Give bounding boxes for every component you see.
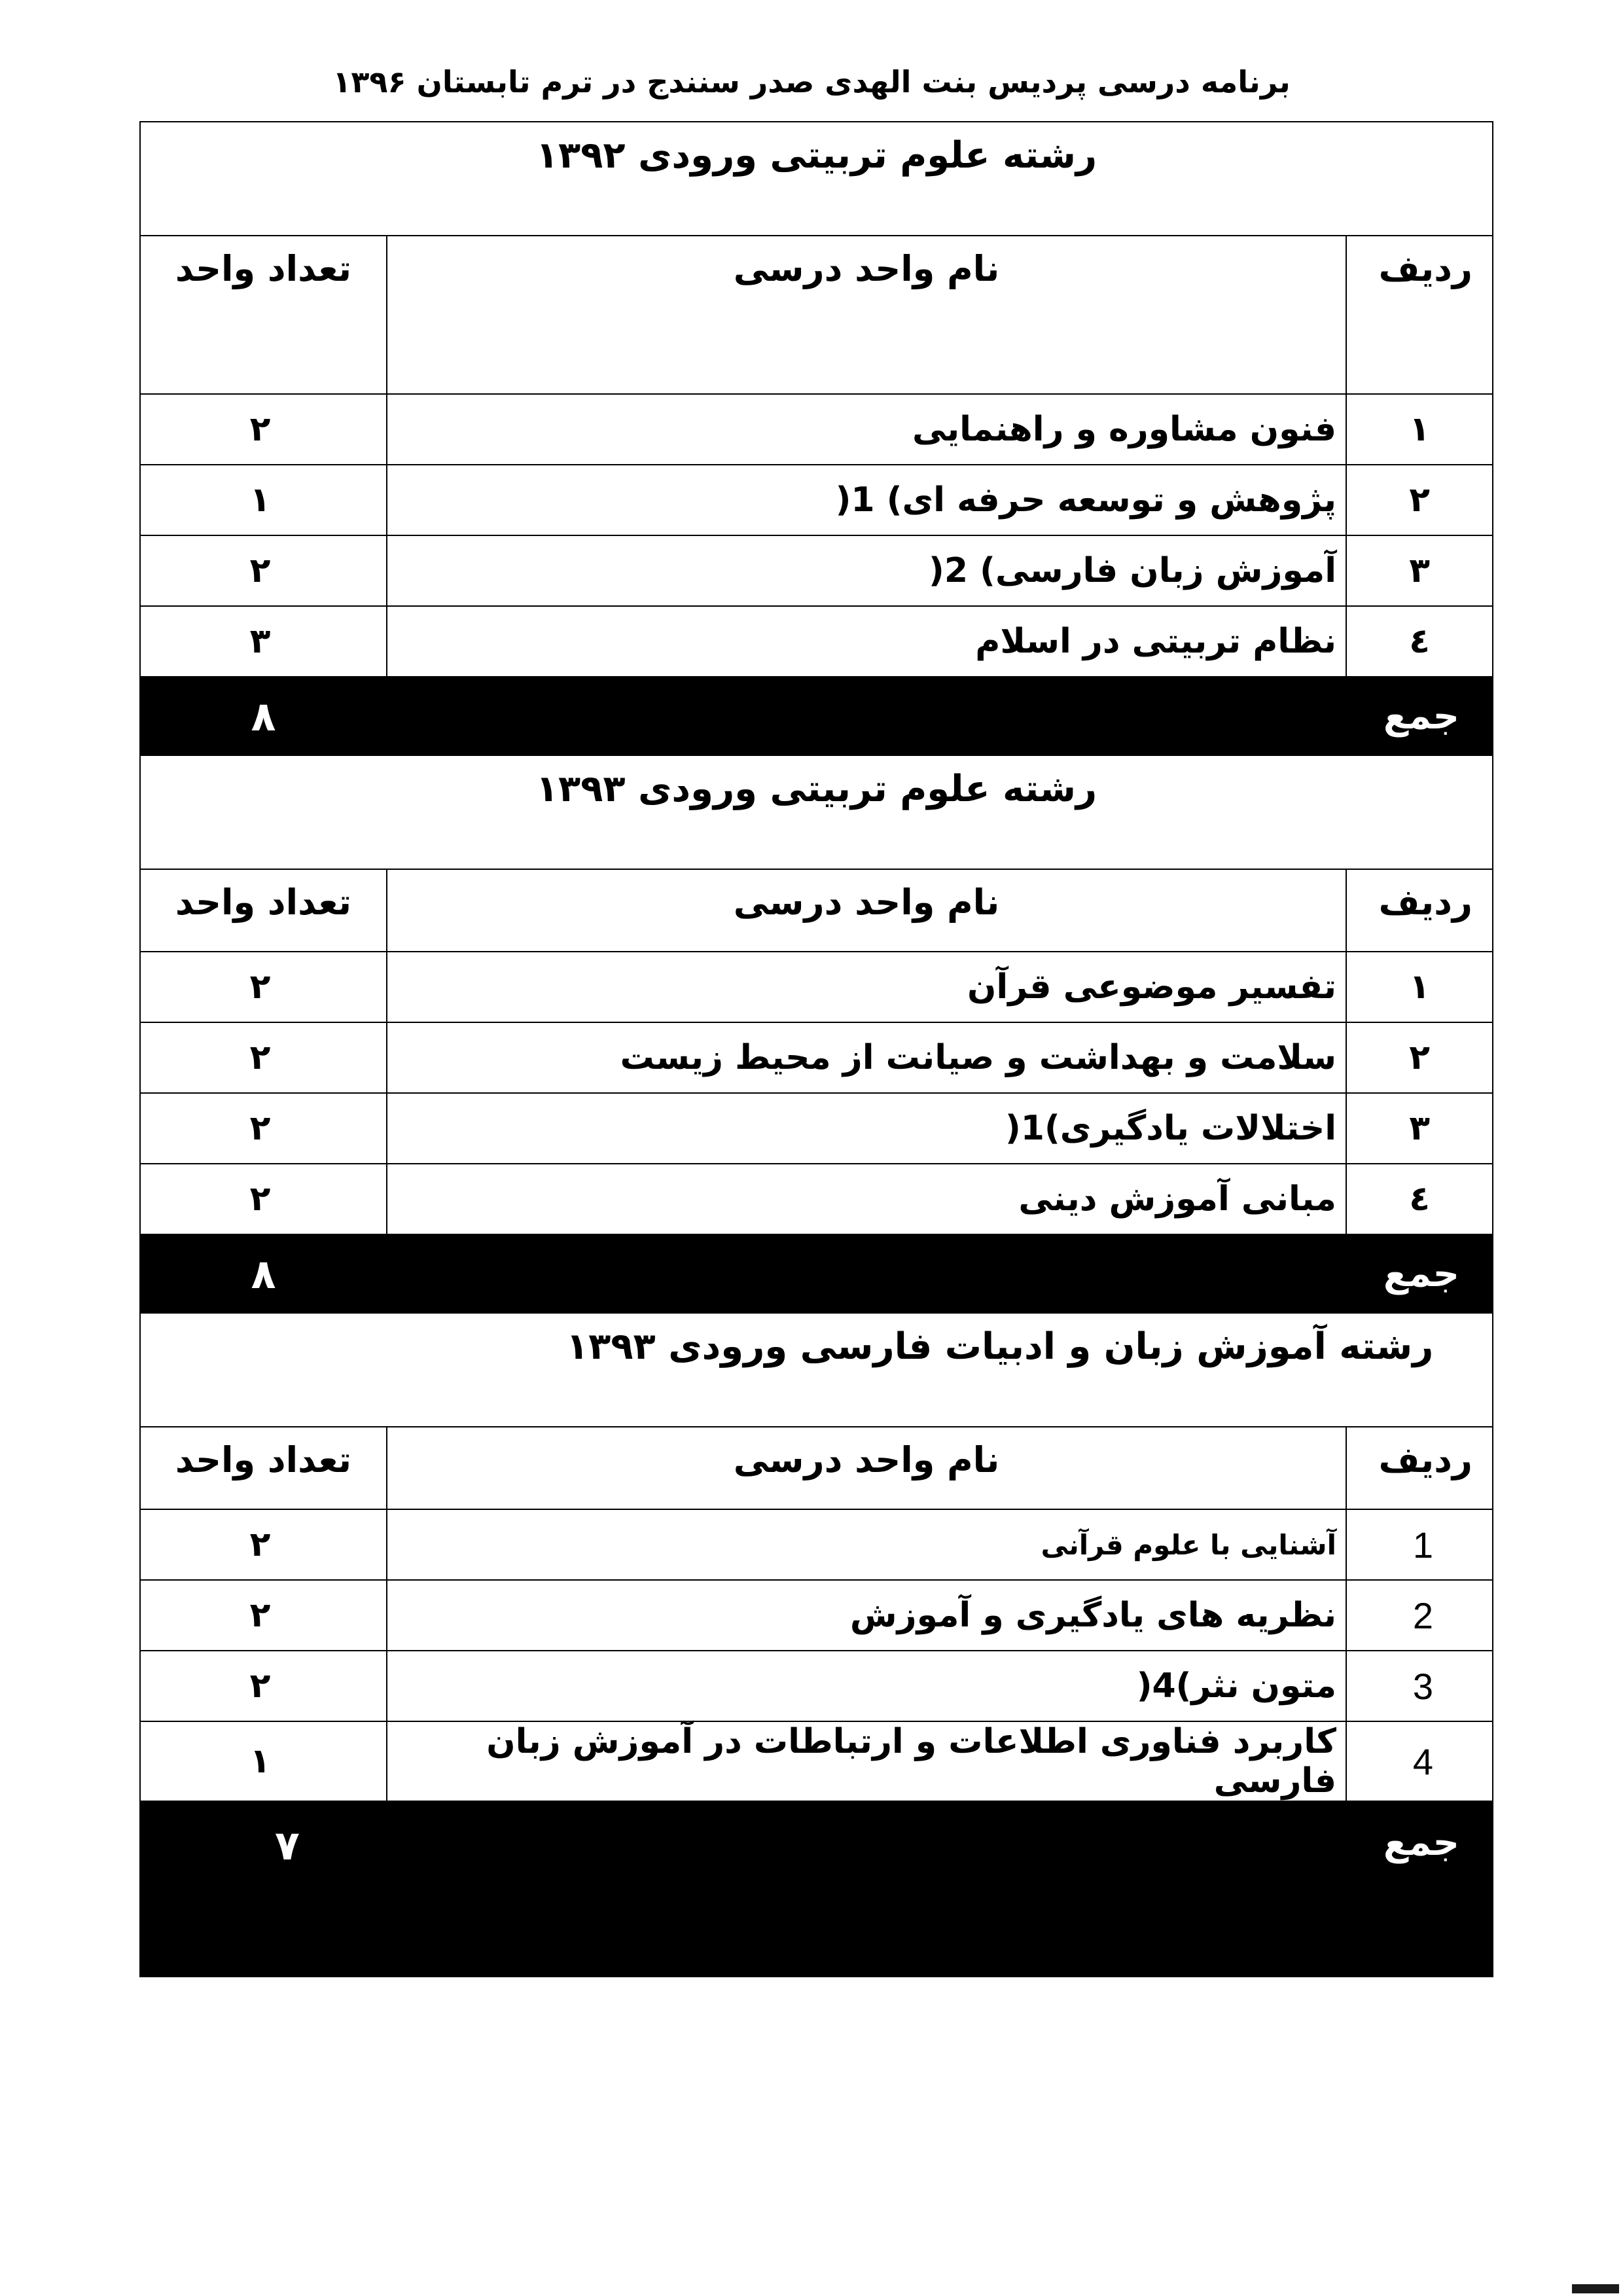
header-index: ردیف (1346, 1427, 1493, 1509)
table-row (140, 535, 1493, 606)
header-course-name: نام واحد درسی (387, 869, 1346, 952)
total-spacer (387, 1234, 1346, 1313)
corner-watermark (1572, 2284, 1619, 2293)
table-row (140, 1721, 1493, 1801)
table-row (140, 1093, 1493, 1164)
course-units: ۲ (140, 535, 387, 606)
section-title: رشته علوم تربیتی ورودی ۱۳۹۳ (140, 755, 1493, 869)
row-index: ۱ (1346, 394, 1493, 465)
row-index: ۲ (1346, 1022, 1493, 1093)
total-row (140, 677, 1493, 755)
course-name: نظام تربیتی در اسلام (387, 606, 1346, 677)
table-row (140, 606, 1493, 677)
row-index: ۲ (1346, 465, 1493, 535)
header-index: ردیف (1346, 869, 1493, 952)
row-index: ۳ (1346, 535, 1493, 606)
course-units: ۳ (140, 606, 387, 677)
row-index: ٤ (1346, 606, 1493, 677)
total-row (140, 1234, 1493, 1313)
table-row (140, 1509, 1493, 1580)
header-row (140, 236, 1493, 394)
section-title-row (140, 755, 1493, 869)
table-row (140, 952, 1493, 1022)
course-name: نظریه های یادگیری و آموزش (387, 1580, 1346, 1651)
course-name: متون نثر)4( (387, 1651, 1346, 1721)
header-units: تعداد واحد (140, 1427, 387, 1509)
total-label: جمع (1346, 677, 1493, 755)
course-units: ۲ (140, 1093, 387, 1164)
table-row (140, 1164, 1493, 1234)
course-name: تفسیر موضوعی قرآن (387, 952, 1346, 1022)
course-units: ۲ (140, 952, 387, 1022)
row-index: 4 (1346, 1721, 1493, 1801)
row-index: ۳ (1346, 1093, 1493, 1164)
course-name: فنون مشاوره و راهنمایی (387, 394, 1346, 465)
total-units: ۸ (140, 677, 387, 755)
course-units: ۲ (140, 1164, 387, 1234)
total-units: ۸ (140, 1234, 387, 1313)
course-name: آموزش زبان فارسی) 2( (387, 535, 1346, 606)
total-row (140, 1801, 1493, 1977)
total-label: جمع (1346, 1234, 1493, 1313)
total-spacer (387, 677, 1346, 755)
header-course-name: نام واحد درسی (387, 1427, 1346, 1509)
course-units: ۲ (140, 1022, 387, 1093)
header-row (140, 1427, 1493, 1509)
course-units: ۲ (140, 1509, 387, 1580)
course-name: اختلالات یادگیری)1( (387, 1093, 1346, 1164)
row-index: ۱ (1346, 952, 1493, 1022)
course-name: کاربرد فناوری اطلاعات و ارتباطات در آموزش زبان فارسی (387, 1721, 1346, 1801)
section-title: رشته آموزش زبان و ادبیات فارسی ورودی ۱۳۹۳ (140, 1313, 1493, 1427)
row-index: 2 (1346, 1580, 1493, 1651)
section-title-row (140, 122, 1493, 236)
table-row (140, 1580, 1493, 1651)
row-index: ٤ (1346, 1164, 1493, 1234)
section-title-row (140, 1313, 1493, 1427)
course-schedule-table (139, 121, 1493, 1977)
course-name: پژوهش و توسعه حرفه ای) 1( (387, 465, 1346, 535)
total-spacer (387, 1801, 1346, 1977)
header-course-name: نام واحد درسی (387, 236, 1346, 394)
course-name: آشنایی با علوم قرآنی (387, 1509, 1346, 1580)
course-units: ۲ (140, 394, 387, 465)
row-index: 3 (1346, 1651, 1493, 1721)
table-row (140, 1651, 1493, 1721)
course-units: ۱ (140, 1721, 387, 1801)
course-name: سلامت و بهداشت و صیانت از محیط زیست (387, 1022, 1346, 1093)
row-index: 1 (1346, 1509, 1493, 1580)
table-row (140, 394, 1493, 465)
course-units: ۲ (140, 1651, 387, 1721)
table-row (140, 1022, 1493, 1093)
header-units: تعداد واحد (140, 869, 387, 952)
table-row (140, 465, 1493, 535)
course-name: مبانی آموزش دینی (387, 1164, 1346, 1234)
header-units: تعداد واحد (140, 236, 387, 394)
total-label: جمع (1346, 1801, 1493, 1977)
section-title: رشته علوم تربیتی ورودی ۱۳۹۲ (140, 122, 1493, 236)
total-units: ۷ (140, 1801, 387, 1977)
course-units: ۲ (140, 1580, 387, 1651)
header-row (140, 869, 1493, 952)
header-index: ردیف (1346, 236, 1493, 394)
page-title: برنامه درسی پردیس بنت الهدی صدر سنندج در ترم تابستان ۱۳۹۶ (332, 64, 1291, 99)
course-units: ۱ (140, 465, 387, 535)
